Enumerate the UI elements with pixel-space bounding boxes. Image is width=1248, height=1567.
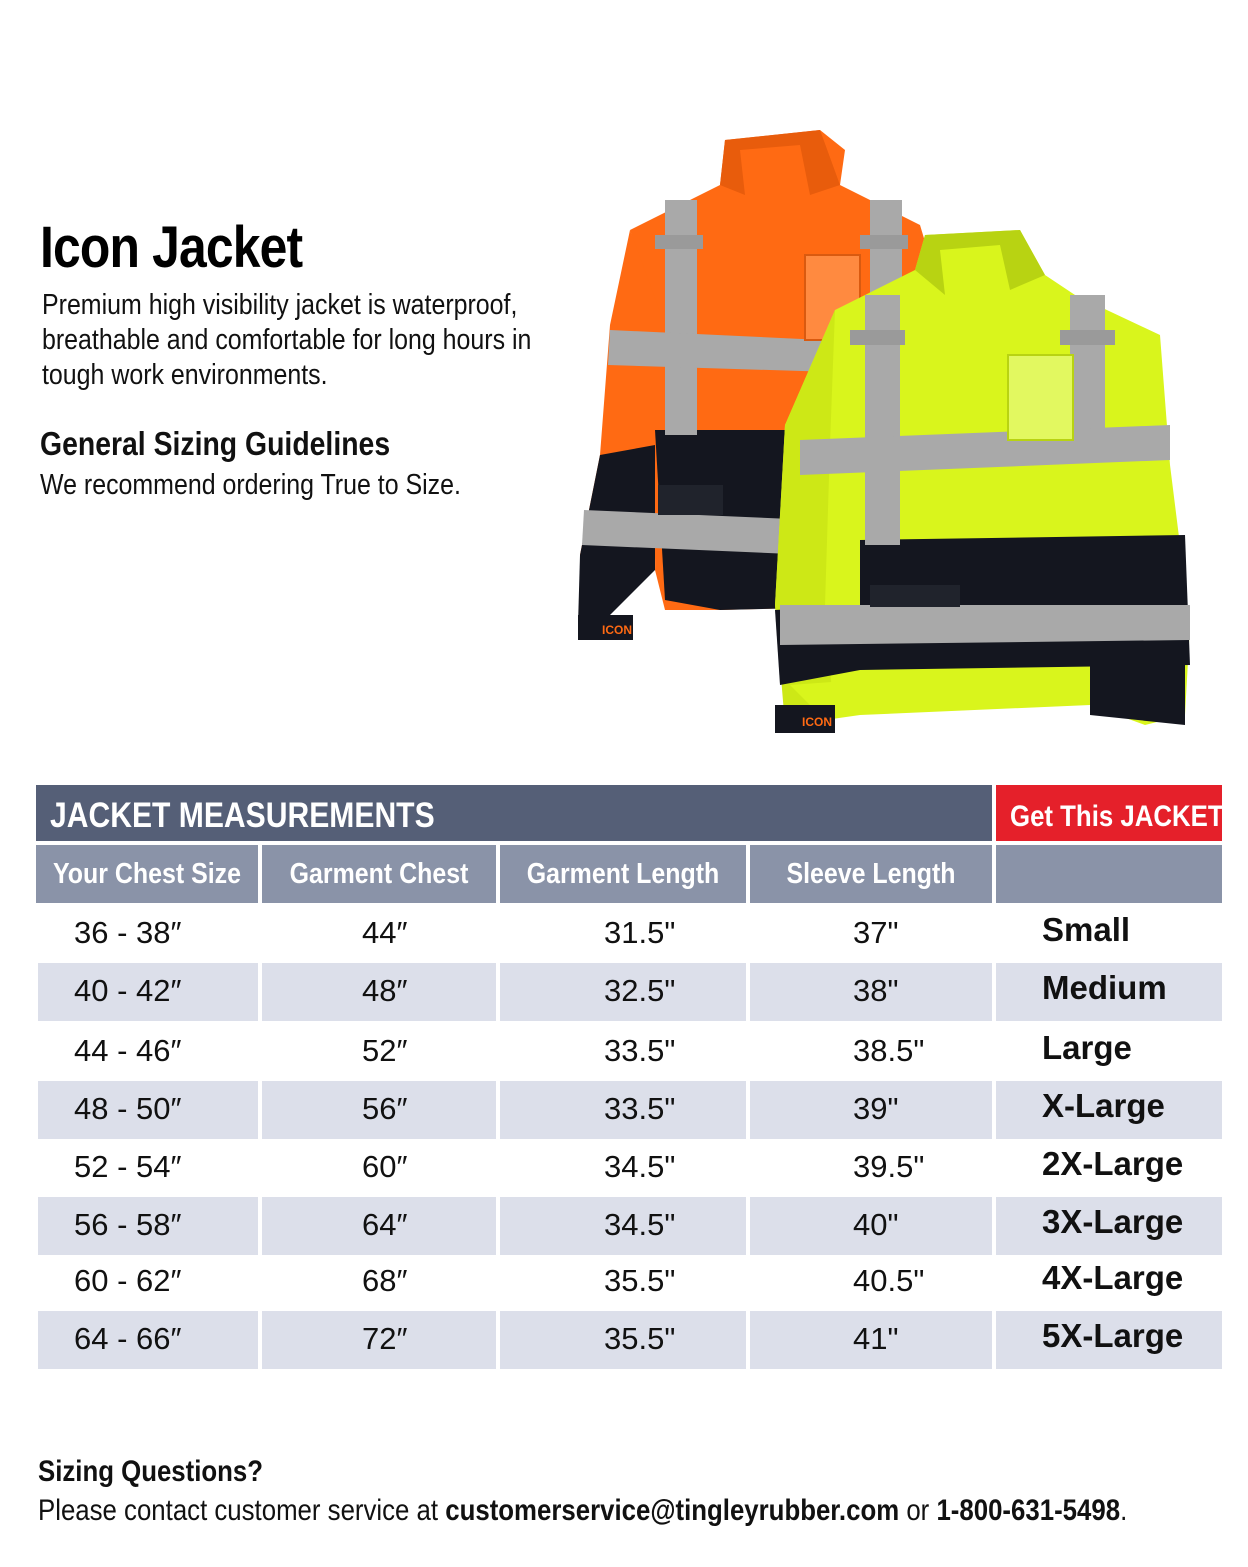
garment-length-cell: 31.5" bbox=[604, 915, 676, 950]
column-header-chest-size: Your Chest Size bbox=[36, 845, 258, 903]
chest-size-cell: 56 - 58″ bbox=[74, 1207, 182, 1242]
garment-length-cell: 32.5" bbox=[604, 973, 676, 1008]
product-description: Premium high visibility jacket is waterproof, breathable and comfortable for long hours in tough work environments. bbox=[42, 289, 532, 391]
sleeve-length-cell: 41" bbox=[853, 1321, 899, 1356]
garment-chest-cell: 72″ bbox=[362, 1321, 408, 1356]
column-header-sleeve-length: Sleeve Length bbox=[750, 845, 992, 903]
size-label-cell: 4X-Large bbox=[1042, 1259, 1184, 1296]
garment-length-cell: 35.5" bbox=[604, 1263, 676, 1298]
chest-size-cell: 48 - 50″ bbox=[74, 1091, 182, 1126]
sleeve-length-cell: 37" bbox=[853, 915, 899, 950]
size-label-cell: 5X-Large bbox=[1042, 1317, 1184, 1354]
sleeve-length-cell: 40.5" bbox=[853, 1263, 925, 1298]
sleeve-length-cell: 39.5" bbox=[853, 1149, 925, 1184]
garment-length-cell: 35.5" bbox=[604, 1321, 676, 1356]
column-header-garment-length: Garment Length bbox=[500, 845, 746, 903]
sleeve-length-cell: 40" bbox=[853, 1207, 899, 1242]
get-jacket-button[interactable] bbox=[996, 785, 1222, 841]
size-label-cell: Large bbox=[1042, 1029, 1132, 1066]
garment-length-cell: 34.5" bbox=[604, 1207, 676, 1242]
sizing-questions-heading: Sizing Questions? bbox=[38, 1455, 264, 1488]
size-label-cell: 3X-Large bbox=[1042, 1203, 1184, 1240]
garment-chest-cell: 60″ bbox=[362, 1149, 408, 1184]
size-label-cell: Small bbox=[1042, 911, 1131, 948]
contact-line: Please contact customer service at customerservice@tingleyrubber.com or 1-800-631-5498. bbox=[38, 1494, 1128, 1527]
table-title-bar bbox=[36, 785, 992, 841]
garment-length-cell: 33.5" bbox=[604, 1033, 676, 1068]
contact-email-link[interactable]: customerservice@tingleyrubber.com bbox=[445, 1494, 900, 1527]
size-label-cell: X-Large bbox=[1042, 1087, 1165, 1124]
table-title: JACKET MEASUREMENTS bbox=[50, 796, 435, 835]
chest-size-cell: 60 - 62″ bbox=[74, 1263, 182, 1298]
get-jacket-label: Get This JACKET bbox=[1010, 800, 1224, 833]
garment-chest-cell: 56″ bbox=[362, 1091, 408, 1126]
chest-size-cell: 64 - 66″ bbox=[74, 1321, 182, 1356]
sleeve-length-cell: 38" bbox=[853, 973, 899, 1008]
lime-jacket-logo: ICON bbox=[802, 715, 832, 729]
orange-jacket-logo: ICON bbox=[602, 623, 632, 637]
garment-chest-cell: 48″ bbox=[362, 973, 408, 1008]
sizing-guidelines-text: We recommend ordering True to Size. bbox=[40, 469, 461, 501]
size-label-cell: 2X-Large bbox=[1042, 1145, 1184, 1182]
contact-phone-link[interactable]: 1-800-631-5498 bbox=[936, 1494, 1121, 1527]
garment-length-cell: 34.5" bbox=[604, 1149, 676, 1184]
garment-chest-cell: 44″ bbox=[362, 915, 408, 950]
sleeve-length-cell: 38.5" bbox=[853, 1033, 925, 1068]
column-header-garment-chest: Garment Chest bbox=[262, 845, 496, 903]
jackets-product-image bbox=[570, 125, 1210, 740]
column-header-size bbox=[996, 845, 1222, 903]
chest-size-cell: 40 - 42″ bbox=[74, 973, 182, 1008]
garment-length-cell: 33.5" bbox=[604, 1091, 676, 1126]
size-label-cell: Medium bbox=[1042, 969, 1167, 1006]
page-title: Icon Jacket bbox=[40, 215, 303, 280]
sizing-guidelines-heading: General Sizing Guidelines bbox=[40, 425, 391, 462]
chest-size-cell: 52 - 54″ bbox=[74, 1149, 182, 1184]
garment-chest-cell: 52″ bbox=[362, 1033, 408, 1068]
chest-size-cell: 44 - 46″ bbox=[74, 1033, 182, 1068]
garment-chest-cell: 68″ bbox=[362, 1263, 408, 1298]
sleeve-length-cell: 39" bbox=[853, 1091, 899, 1126]
chest-size-cell: 36 - 38″ bbox=[74, 915, 182, 950]
garment-chest-cell: 64″ bbox=[362, 1207, 408, 1242]
